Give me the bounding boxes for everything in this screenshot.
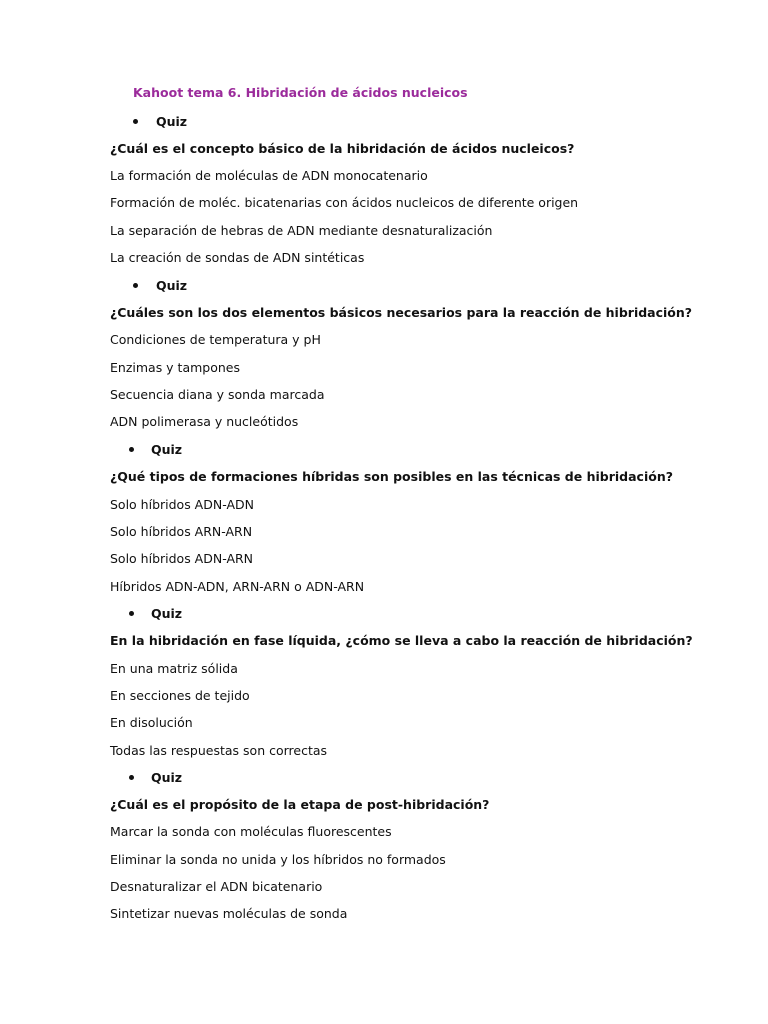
bullet-icon — [133, 283, 138, 288]
bullet-icon — [129, 611, 134, 616]
quiz-label: Quiz — [156, 114, 188, 129]
quiz-label: Quiz — [151, 606, 183, 621]
bullet-icon — [129, 447, 134, 452]
quiz-label: Quiz — [151, 442, 183, 457]
option: Solo híbridos ADN-ADN — [110, 497, 254, 512]
option: ADN polimerasa y nucleótidos — [110, 414, 299, 429]
question-2: ¿Cuáles son los dos elementos básicos necesarios para la reacción de hibridación? — [110, 305, 693, 320]
option: La creación de sondas de ADN sintéticas — [110, 250, 365, 265]
quiz-label: Quiz — [151, 770, 183, 785]
option: Solo híbridos ADN-ARN — [110, 551, 254, 566]
option: En disolución — [110, 715, 193, 730]
quiz-label: Quiz — [156, 278, 188, 293]
option: En una matriz sólida — [110, 661, 238, 676]
option: En secciones de tejido — [110, 688, 250, 703]
option: Condiciones de temperatura y pH — [110, 332, 321, 347]
question-4: En la hibridación en fase líquida, ¿cómo se lleva a cabo la reacción de hibridación? — [110, 633, 693, 648]
option: Sintetizar nuevas moléculas de sonda — [110, 906, 348, 921]
option: Desnaturalizar el ADN bicatenario — [110, 879, 323, 894]
option: Formación de moléc. bicatenarias con ácidos nucleicos de diferente origen — [110, 195, 579, 210]
option: La formación de moléculas de ADN monocatenario — [110, 168, 428, 183]
option: Solo híbridos ARN-ARN — [110, 524, 253, 539]
option: Marcar la sonda con moléculas fluorescentes — [110, 824, 392, 839]
document-title: Kahoot tema 6. Hibridación de ácidos nucleicos — [133, 85, 468, 100]
bullet-icon — [129, 775, 134, 780]
option: Eliminar la sonda no unida y los híbridos no formados — [110, 852, 446, 867]
question-5: ¿Cuál es el propósito de la etapa de post-hibridación? — [110, 797, 490, 812]
option: Enzimas y tampones — [110, 360, 240, 375]
option: La separación de hebras de ADN mediante desnaturalización — [110, 223, 493, 238]
option: Híbridos ADN-ADN, ARN-ARN o ADN-ARN — [110, 579, 365, 594]
option: Todas las respuestas son correctas — [110, 743, 328, 758]
option: Secuencia diana y sonda marcada — [110, 387, 325, 402]
bullet-icon — [133, 119, 138, 124]
question-1: ¿Cuál es el concepto básico de la hibridación de ácidos nucleicos? — [110, 141, 575, 156]
question-3: ¿Qué tipos de formaciones híbridas son posibles en las técnicas de hibridación? — [110, 469, 673, 484]
